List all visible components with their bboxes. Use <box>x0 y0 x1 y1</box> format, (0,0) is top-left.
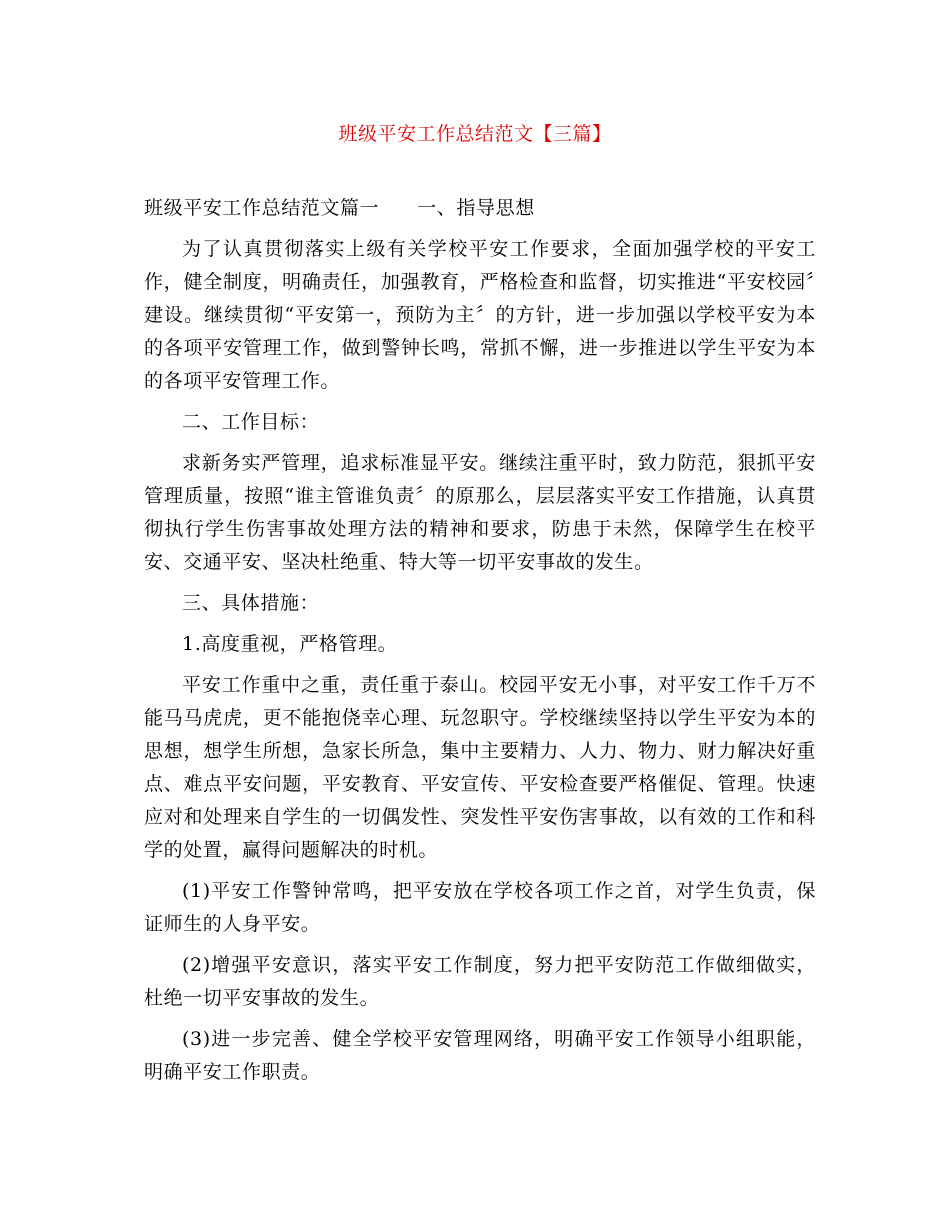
section-heading-measures: 三、具体措施： <box>182 592 320 614</box>
document-title: 班级平安工作总结范文【三篇】 <box>338 123 612 145</box>
subheading-item-1: 1.高度重视，严格管理。 <box>182 633 398 655</box>
section-heading-goals: 二、工作目标： <box>182 411 320 433</box>
document-body <box>144 192 816 1097</box>
paragraph: 为了认真贯彻落实上级有关学校平安工作要求，全面加强学校的平安工作，健全制度，明确责任，加强教育，严格检查和监督，切实推进“平安校园〞建设。继续贯彻“平安第一，预防为主〞的方针，进一步加强以学校平安为本的各项平安管理工作，做到警钟长鸣，常抓不懈，进一步推进以学生平安为本的各项平安管理工作。 <box>144 238 816 392</box>
list-item: (2)增强平安意识，落实平安工作制度，努力把平安防范工作做细做实，杜绝一切平安事故的发生。 <box>144 954 816 1009</box>
list-item: (1)平安工作警钟常鸣，把平安放在学校各项工作之首，对学生负责，保证师生的人身平安。 <box>144 880 816 935</box>
paragraph: 求新务实严管理，追求标准显平安。继续注重平时，致力防范，狠抓平安管理质量，按照“谁主管谁负责〞的原那么，层层落实平安工作措施，认真贯彻执行学生伤害事故处理方法的精神和要求，防患于未然，保障学生在校平安、交通平安、坚决杜绝重、特大等一切平安事故的发生。 <box>144 452 816 573</box>
section-heading-guiding-thought: 一、指导思想 <box>417 197 535 219</box>
list-item: (3)进一步完善、健全学校平安管理网络，明确平安工作领导小组职能，明确平安工作职责。 <box>144 1028 816 1083</box>
section-heading-line <box>144 192 816 225</box>
paragraph: 平安工作重中之重，责任重于泰山。校园平安无小事，对平安工作千万不能马马虎虎，更不能抱侥幸心理、玩忽职守。学校继续坚持以学生平安为本的思想，想学生所想，急家长所急，集中主要精力、人力、物力、财力解决好重点、难点平安问题，平安教育、平安宣传、平安检查要严格催促、管理。快速应对和处理来自学生的一切偶发性、突发性平安伤害事故，以有效的工作和科学的处置，赢得问题解决的时机。 <box>144 674 816 861</box>
article-heading: 班级平安工作总结范文篇一 <box>144 197 380 219</box>
